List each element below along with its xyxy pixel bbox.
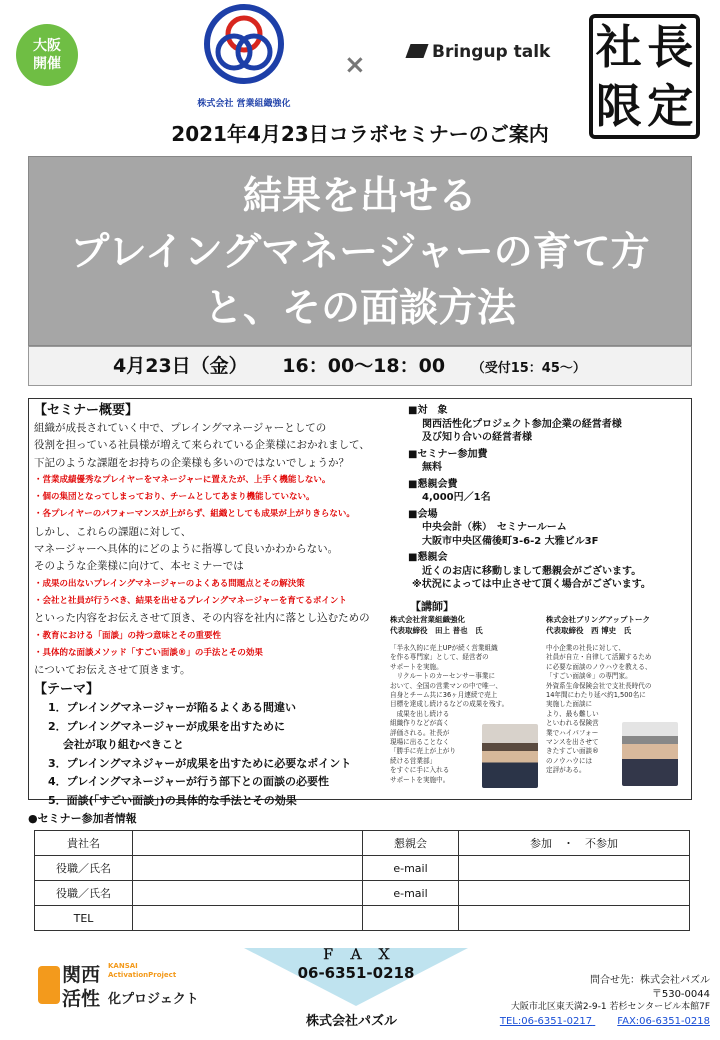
company-input[interactable] [133,831,363,856]
page-headline: 2021年4月23日コラボセミナーのご案内 [171,122,549,146]
point-item: ・具体的な面談メソッド「すごい面談®」の手法とその効果 [34,647,263,658]
fax-number: 06-6351-0218 [297,964,415,982]
point-item: ・会社と社員が行うべき、結果を出せるプレイングマネージャーを育てるポイント [34,595,347,606]
person-input[interactable] [133,881,363,906]
issue-item: ・営業成績優秀なプレイヤーをマネージャーに置えたが、上手く機能しない。 [34,474,331,485]
lecturer-company: 株式会社営業組織強化 [390,615,465,624]
person-label: 役職／氏名 [35,881,133,906]
details-column [408,404,690,595]
empty-cell [459,906,690,931]
company-label: 貴社名 [35,831,133,856]
email-label: e-mail [363,856,459,881]
lecturer-name: 代表取締役 西 博史 氏 [546,626,632,635]
bringup-mark-icon [405,44,428,58]
collab-times-symbol: × [344,50,366,80]
reception-time: （受付15：45～） [471,361,586,376]
puzzle-piece-icon [38,966,60,1004]
person-label: 役職／氏名 [35,856,133,881]
lecturer-desc: 中小企業の社長に対して、 社員が自立・自律して活躍するため に必要な面談のノウハウを教える、 「すごい面談®」の専門家。 外資系生命保険会社で支社長時代の 14年間にわたり延べ約1,500名に 実施した面談に より、最も難しい といわれる保険営 業でハイパフォー マンスを出させて きたすごい面談® のノウハウには 定評がある。 [546,644,652,775]
attend-column-header: 参加 ・ 不参加 [459,831,690,856]
theme-item: 1．プレイングマネージャーが陥るよくある間違い [48,701,297,715]
eigyo-soshiki-logo [196,4,292,108]
osaka-badge: 大阪 開催 [16,24,78,86]
overview-title: 【セミナー概要】 [34,403,139,418]
form-row [35,856,690,881]
tel-label: TEL [35,906,133,931]
lecturer-company: 株式会社ブリングアップトーク [546,615,651,624]
party-fee-info: ■懇親会費 4,000円／1名 [408,478,491,503]
kansai-activation-logo: 関西 活性 KANSAI ActivationProject 化プロジェクト [38,960,208,1012]
party-column-header: 懇親会 [363,831,459,856]
fax-link[interactable]: FAX:06-6351-0218 [617,1015,710,1027]
theme-list [34,699,396,810]
lecturer-title: 【講師】 [410,600,454,613]
logo-caption: 株式会社 営業組織強化 [197,99,291,109]
person-input[interactable] [133,856,363,881]
puzzle-company-name: 株式会社パズル [306,1014,398,1029]
overview-column: 【セミナー概要】 組織が成長されていく中で、プレイングマネージャーとしての 役割を担っている社員様が増えて来られている企業様におかれまして、 下記のような課題をお持ちの企業様も多いのではないでしょうか？ ・営業成績優秀なプレイヤーをマネージャーに置えたが、上手く機能しない。 ・個の集団となってしまっており、チームとしてあまり機能していない。 ・各プレイヤーのパフォーマンスが上がらず、組織としても成果が上がりきらない。 しかし、これらの課題に対して、 マネージャーへ具体的にどのように指導して良いかわからない。 そのような企業様に向けて、本セミナーでは ・成果の出ないプレイングマネージャーのよくある問題点とその解決策 ・会社と社員が行うべき、結果を出せるプレイングマネージャーを育てるポイント といった内容をお伝えさせて頂き、その内容を社内に落とし込むための ・教育における「面談」の持つ意味とその重要性 ・具体的な面談メソッド「すごい面談®」の手法とその効果 についてお伝えさせて頂きます。 【テーマ】 1．プレイングマネージャーが陥るよくある間違い 2．プレイングマネージャーが成果を出すために 会社が取り組むべきこと 3．プレイングマネジャーが成果を出すために必要なポイント 4．プレイングマネージャーが行う部下との面談の必要性 5．面談(「すごい面談」)の具体的な手法とその効果 [34,402,396,810]
rings-icon [196,4,292,90]
target-info: ■対 象 関西活性化プロジェクト参加企業の経営者様 及び知り合いの経営者様 [408,405,622,443]
empty-cell [363,906,459,931]
seminar-title-banner: 結果を出せる プレイングマネージャーの育て方 と、その面談方法 [28,156,692,346]
seminar-date: 4月23日（金） [113,355,248,377]
lecturer-photo-nishi [622,722,678,786]
bringup-talk-logo: Bringup talk [408,42,550,62]
registration-form [34,830,690,931]
theme-title: 【テーマ】 [34,682,100,698]
lecturer-desc: 「半永久的に売上UPが続く営業組織 を作る専門家」として、経営者の サポートを実施。 リクルートのカーセンサー事業に おいて、全国の営業マンの中で唯一、 自身とチーム共に36ヶ月連続で売上 目標を達成し続けるなどの成果を残す。 成果を出し続ける 組織作りなどが高く 評価される。社長が 現場に出ることなく 「勝手に売上が上がり 続ける営業部」 をすぐに手に入れる サポートを実施中。 [390,644,509,784]
theme-item: 5．面談(「すごい面談」)の具体的な手法とその効果 [48,793,297,807]
issue-item: ・個の集団となってしまっており、チームとしてあまり機能していない。 [34,492,315,503]
contact-info: 問合せ先：株式会社パズル 〒530-0044 大阪市北区東天満2-9-1 若杉センタービル本館7F TEL:06-6351-0217 FAX:06-6351-0218 [448,974,710,1028]
point-item: ・教育における「面談」の持つ意味とその重要性 [34,630,222,641]
form-row [35,831,690,856]
email-input[interactable] [459,881,690,906]
email-label: e-mail [363,881,459,906]
theme-item: 4．プレイングマネージャーが行う部下との面談の必要性 [48,775,330,789]
lecturer-name: 代表取締役 田上 普也 氏 [390,626,483,635]
tel-link[interactable]: TEL:06-6351-0217 [499,1015,593,1027]
form-row [35,906,690,931]
form-row [35,881,690,906]
point-item: ・成果の出ないプレイングマネージャーのよくある問題点とその解決策 [34,578,305,589]
president-only-stamp: 社 長 限 定 [589,14,700,139]
fee-info: ■セミナー参加費 無料 [408,448,488,473]
email-input[interactable] [459,856,690,881]
theme-item: 3．プレイングマネジャーが成果を出すために必要なポイント [48,756,352,770]
lecturer-photo-tagami [482,724,538,788]
venue-info: ■会場 中央会計（株） セミナールーム 大阪市中央区備後町3-6-2 大雅ビル3F [408,508,599,547]
party-info: ■懇親会 近くのお店に移動しまして懇親会がございます。 ※状況によっては中止させて頂く場合がございます。 [408,552,651,590]
theme-item: 2．プレイングマネージャーが成果を出すために [48,719,286,733]
issue-item: ・各プレイヤーのパフォーマンスが上がらず、組織としても成果が上がりきらない。 [34,509,355,520]
contact-links [448,1015,710,1029]
theme-item: 会社が取り組むべきこと [48,738,184,752]
seminar-time: 16：00～18：00 [282,355,446,377]
tel-input[interactable] [133,906,363,931]
seminar-date-bar [28,346,692,386]
participant-info-title: ●セミナー参加者情報 [28,812,137,825]
fax-info: Ｆ Ａ Ｘ 06-6351-0218 [244,946,468,982]
